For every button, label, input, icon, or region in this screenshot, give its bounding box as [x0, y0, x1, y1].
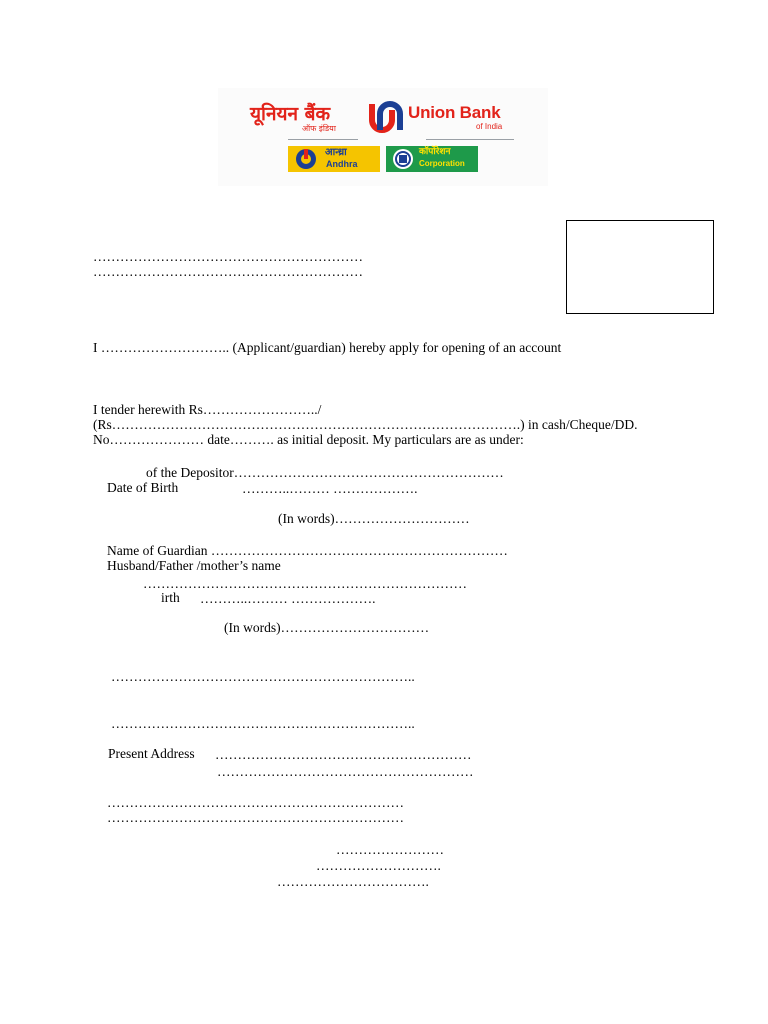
- blank-line-2: …………………………………………………………..: [111, 716, 415, 731]
- relation-value: ………………………………………………………………: [143, 576, 467, 591]
- logo-hindi-subtitle: ऑफ इंडिया: [302, 124, 336, 133]
- corporation-bank-badge: [386, 146, 478, 172]
- depositor-dob-value: ………..……… ……………….: [242, 481, 418, 496]
- apply-line: I ……………………….. (Applicant/guardian) hereby apply for opening of an account: [93, 340, 562, 355]
- andhra-bank-badge: [288, 146, 380, 172]
- logo-tagline-rule: [288, 139, 514, 143]
- guardian-dob-label: irth: [161, 590, 180, 605]
- present-address-line-1: …………………………………………………: [215, 747, 472, 762]
- logo-english-subtitle: of India: [476, 122, 503, 131]
- andhra-hindi-label: आन्ध्रा: [325, 147, 347, 158]
- photo-box: [566, 220, 714, 314]
- logo-english-name: Union Bank: [408, 103, 501, 122]
- bank-logo: [218, 88, 548, 186]
- corporation-emblem-icon: [388, 146, 418, 172]
- andhra-english-label: Andhra: [326, 159, 358, 169]
- depositor-dob-label: Date of Birth: [107, 480, 179, 495]
- address-line-2: ……………………………………………………: [93, 264, 363, 279]
- logo-hindi-name: यूनियन बैंक: [250, 103, 331, 125]
- corporation-hindi-label: कॉर्पोरेशन: [419, 147, 451, 157]
- extra-line-1: …………………………………………………………: [107, 795, 404, 810]
- present-address-line-2: …………………………………………………: [217, 764, 474, 779]
- union-bank-mark-icon: [364, 100, 404, 136]
- address-line-1: ……………………………………………………: [93, 249, 363, 264]
- andhra-emblem-icon: [290, 146, 324, 172]
- signature-line-2: ……………………….: [316, 858, 441, 873]
- relation-label: Husband/Father /mother’s name: [107, 558, 281, 573]
- corporation-english-label: Corporation: [419, 159, 465, 168]
- signature-line-1: ……………………: [336, 842, 444, 857]
- signature-line-3: …………………………….: [277, 874, 429, 889]
- guardian-dob-value: ………..……… ……………….: [200, 591, 376, 606]
- guardian-name-field: Name of Guardian …………………………………………………………: [107, 543, 508, 558]
- depositor-dob-in-words: (In words)…………………………: [278, 511, 470, 526]
- depositor-name-field: of the Depositor……………………………………………………: [146, 465, 504, 480]
- tender-line-1: I tender herewith Rs……………………../: [93, 402, 322, 417]
- extra-line-2: …………………………………………………………: [107, 810, 404, 825]
- blank-line-1: …………………………………………………………..: [111, 669, 415, 684]
- tender-line-2: (Rs……………………………………………………………………………….) in cash/Cheque/DD.: [93, 417, 638, 432]
- tender-line-3: No………………… date………. as initial deposit. My particulars are as under:: [93, 432, 524, 447]
- guardian-dob-in-words: (In words)……………………………: [224, 620, 430, 635]
- present-address-label: Present Address: [108, 746, 195, 761]
